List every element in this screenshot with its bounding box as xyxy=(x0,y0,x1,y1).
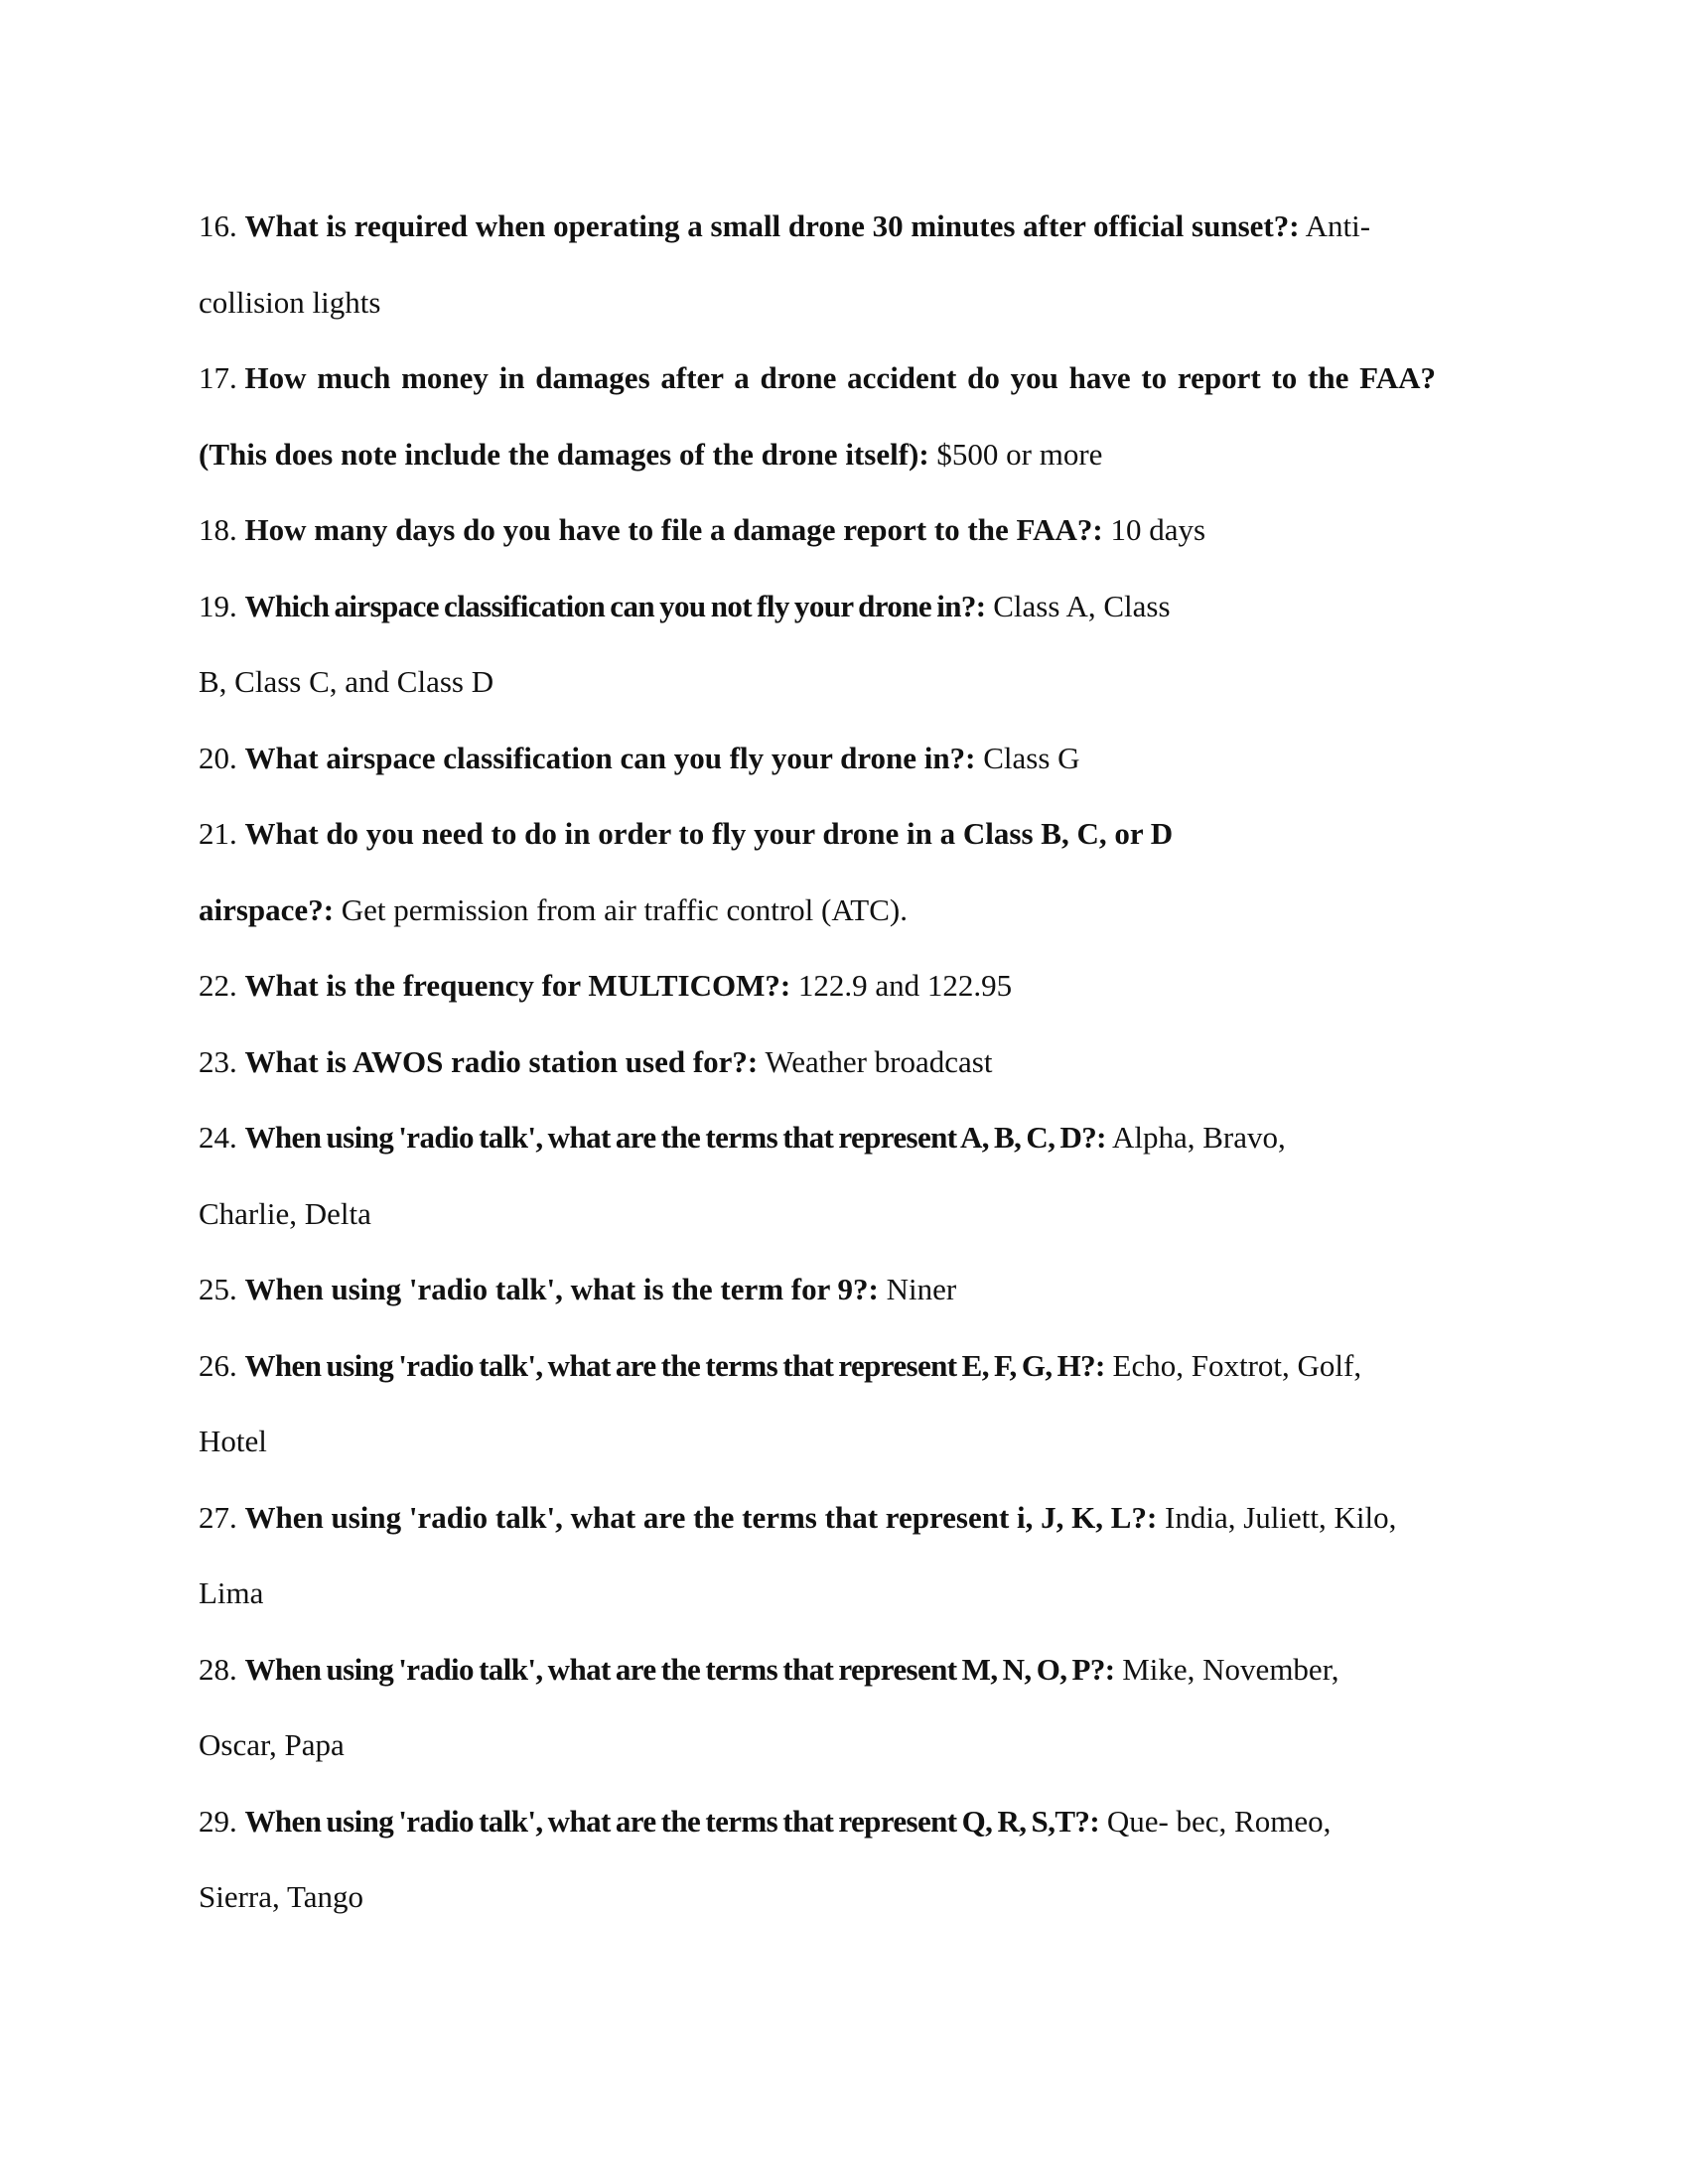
question-text: How much money in damages after a drone accident do you have to report to the FAA? xyxy=(244,360,1437,395)
qa-item-18 xyxy=(199,492,1489,569)
qa-item-16 xyxy=(199,189,1489,341)
question-text: When using 'radio talk', what are the terms that represent i, J, K, L?: xyxy=(244,1499,1158,1535)
qa-item-22 xyxy=(199,948,1489,1024)
question-text: When using 'radio talk', what are the terms that represent Q, R, S,T?: xyxy=(244,1803,1100,1839)
question-text: What is the frequency for MULTICOM?: xyxy=(244,968,791,1003)
answer-text: Class A, Class xyxy=(993,588,1171,623)
qa-item-27 xyxy=(199,1480,1489,1632)
question-text: How many days do you have to file a damage report to the FAA?: xyxy=(244,512,1103,547)
item-number: 27. xyxy=(199,1499,237,1535)
answer-text: Anti- xyxy=(1305,208,1371,243)
answer-text-continued: B, Class C, and Class D xyxy=(199,664,494,699)
qa-item-23 xyxy=(199,1024,1489,1101)
qa-item-26 xyxy=(199,1328,1489,1480)
answer-text: Echo, Foxtrot, Golf, xyxy=(1112,1347,1362,1383)
qa-item-25 xyxy=(199,1252,1489,1328)
item-number: 23. xyxy=(199,1043,237,1079)
question-text: Which airspace classification can you not fly your drone in?: xyxy=(244,588,986,623)
item-number: 20. xyxy=(199,740,237,775)
answer-text: $500 or more xyxy=(936,436,1103,472)
qa-item-19 xyxy=(199,569,1489,721)
answer-text: Get permission from air traffic control (ATC). xyxy=(341,891,908,927)
answer-text: Niner xyxy=(886,1272,957,1306)
item-number: 19. xyxy=(199,588,237,623)
answer-text: Mike, November, xyxy=(1122,1651,1339,1687)
item-number: 26. xyxy=(199,1347,237,1383)
item-number: 24. xyxy=(199,1120,237,1155)
question-text: When using 'radio talk', what are the terms that represent E, F, G, H?: xyxy=(244,1347,1105,1383)
item-number: 21. xyxy=(199,816,237,851)
qa-item-20 xyxy=(199,721,1489,797)
question-text: When using 'radio talk', what are the terms that represent M, N, O, P?: xyxy=(244,1651,1115,1687)
qa-item-28 xyxy=(199,1632,1489,1784)
answer-text-continued: Oscar, Papa xyxy=(199,1727,345,1762)
answer-text: Que- bec, Romeo, xyxy=(1106,1803,1332,1839)
answer-text: 10 days xyxy=(1110,512,1206,547)
question-text: What do you need to do in order to fly your drone in a Class B, C, or D xyxy=(244,816,1174,851)
answer-text-continued: Hotel xyxy=(199,1424,267,1458)
item-number: 25. xyxy=(199,1272,237,1306)
question-text: What airspace classification can you fly your drone in?: xyxy=(244,740,976,775)
answer-text: Weather broadcast xyxy=(765,1043,993,1079)
question-text: When using 'radio talk', what is the term for 9?: xyxy=(244,1272,879,1306)
answer-text: Class G xyxy=(983,740,1080,775)
answer-text-continued: Charlie, Delta xyxy=(199,1195,371,1231)
answer-text: 122.9 and 122.95 xyxy=(797,968,1013,1003)
item-number: 16. xyxy=(199,208,237,243)
item-number: 17. xyxy=(199,360,237,395)
question-text: When using 'radio talk', what are the terms that represent A, B, C, D?: xyxy=(244,1120,1106,1155)
item-number: 18. xyxy=(199,512,237,547)
question-text-continued: (This does note include the damages of the drone itself): xyxy=(199,436,929,472)
question-text: What is AWOS radio station used for?: xyxy=(244,1043,759,1079)
qa-item-21 xyxy=(199,796,1489,948)
item-number: 29. xyxy=(199,1803,237,1839)
qa-item-29 xyxy=(199,1784,1489,1936)
item-number: 28. xyxy=(199,1651,237,1687)
answer-text-continued: Lima xyxy=(199,1575,264,1610)
answer-text: Alpha, Bravo, xyxy=(1111,1120,1286,1155)
qa-item-24 xyxy=(199,1100,1489,1252)
item-number: 22. xyxy=(199,968,237,1003)
question-text-continued: airspace?: xyxy=(199,891,335,927)
answer-text-continued: Sierra, Tango xyxy=(199,1879,363,1914)
qa-item-17 xyxy=(199,341,1489,492)
question-text: What is required when operating a small drone 30 minutes after official sunset?: xyxy=(244,208,1300,243)
question-answer-list xyxy=(199,189,1489,1936)
answer-text-continued: collision lights xyxy=(199,284,381,320)
answer-text: India, Juliett, Kilo, xyxy=(1165,1499,1397,1535)
